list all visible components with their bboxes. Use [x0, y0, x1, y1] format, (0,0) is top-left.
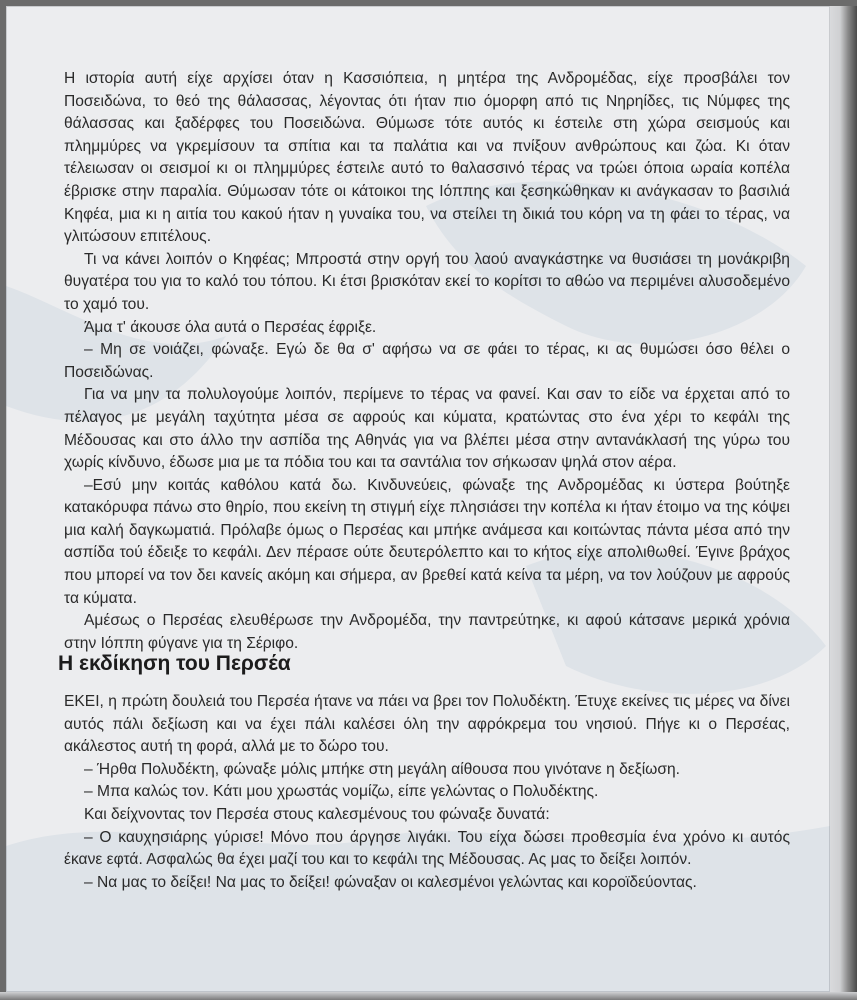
section-paragraph-1: ΕΚΕΙ, η πρώτη δουλειά του Περσέα ήτανε να πάει να βρει τον Πολυδέκτη. Έτυχε εκείνες τις μέρες να δίνει αυτός πάλι δεξίωση και να έχει πάλι καλέσει όλη την αφρόκρεμα του νησιού. Πήγε κι ο Περσέας, ακάλεστος αυτή τη φορά, αλλά με το δώρο του.	[64, 693, 790, 756]
section-paragraph-5: – Ο καυχησιάρης γύρισε! Μόνο που άργησε λιγάκι. Του είχα δώσει προθεσμία ένα χρόνο κι αυτός έκανε εφτά. Ασφαλώς θα έχει μαζί του και το κεφάλι της Μέδουσας. Ας μας το δείξει λοιπόν.	[64, 828, 790, 869]
story-paragraph-4: – Μη σε νοιάζει, φώναξε. Εγώ δε θα σ' αφήσω να σε φάει το τέρας, κι ας θυμώσει όσο θέλει ο Ποσειδώνας.	[64, 341, 790, 381]
section-paragraph-2: – Ήρθα Πολυδέκτη, φώναξε μόλις μπήκε στη μεγάλη αίθουσα που γινότανε η δεξίωση.	[84, 760, 680, 778]
section-paragraph-4: Και δείχνοντας τον Περσέα στους καλεσμένους του φώναξε δυνατά:	[84, 805, 550, 823]
section-paragraph-3: – Μπα καλώς τον. Κάτι μου χρωστάς νομίζω, είπε γελώντας ο Πολυδέκτης.	[84, 783, 599, 801]
section-paragraph-6: – Να μας το δείξει! Να μας το δείξει! φώναξαν οι καλεσμένοι γελώντας και κοροϊδεύοντας.	[84, 873, 697, 891]
story-text	[64, 68, 790, 655]
book-edge-bottom	[0, 992, 857, 1000]
book-edge-right	[830, 6, 857, 1000]
story-paragraph-6: –Εσύ μην κοιτάς καθόλου κατά δω. Κινδυνεύεις, φώναξε της Ανδρομέδας κι ύστερα βούτηξε κατακόρυφα πάνω στο θηρίο, που εκείνη τη στιγμή είχε πλησιάσει την κοπέλα κι ήταν έτοιμο να της κόψει μια καλή δαγκωματιά. Πρόλαβε όμως ο Περσέας και μπήκε ανάμεσα και κοιτώντας πάντα μέσα από την ασπίδα τού έδειξε το κεφάλι. Δεν πέρασε ούτε δευτερόλεπτο και το κήτος είχε απολιθωθεί. Έγινε βράχος που μπορεί να τον δει κανείς ακόμη και σήμερα, αν βρεθεί κατά κείνα τα μέρη, να τον λούζουν με αφρούς τα κύματα.	[64, 476, 790, 607]
section-heading: Η εκδίκηση του Περσέα	[58, 652, 291, 675]
book-page	[6, 6, 830, 992]
story-paragraph-2: Τι να κάνει λοιπόν ο Κηφέας; Μπροστά στην οργή του λαού αναγκάστηκε να θυσιάσει τη μονάκριβη θυγατέρα του για το καλό του τόπου. Κι έτσι βρισκόταν εκεί το κορίτσι το αθώο να περιμένει αλυσοδεμένο το χαμό του.	[64, 250, 790, 313]
story-paragraph-5: Για να μην τα πολυλογούμε λοιπόν, περίμενε το τέρας να φανεί. Και σαν το είδε να έρχεται από το πέλαγος με μεγάλη ταχύτητα μέσα σε αφρούς και κύματα, κρατώντας στο ένα χέρι το κεφάλι της Μέδουσας και στο άλλο την ασπίδα της Αθηνάς για να βλέπει μέσα στην αντανάκλασή της γύρω του χωρίς κίνδυνο, έδωσε μια με τα πόδια του και τα σαντάλια τον σήκωσαν ψηλά στον αέρα.	[64, 386, 790, 472]
story-paragraph-1: Η ιστορία αυτή είχε αρχίσει όταν η Κασσιόπεια, η μητέρα της Ανδρομέδας, είχε προσβάλει τον Ποσειδώνα, το θεό της θάλασσας, λέγοντας ότι ήταν πιο όμορφη από τις Νηρηίδες, τις Νύμφες της θάλασσας και ξαδέρφες του Ποσειδώνα. Θύμωσε τότε αυτός κι έστειλε στη χώρα σεισμούς και πλημμύρες να γκρεμίσουν τα σπίτια και τα παλάτια και να πνίξουν ανθρώπους και ζώα. Κι όταν τέλειωσαν οι σεισμοί κι οι πλημμύρες έστειλε αυτό το θαλασσινό τέρας να τρώει όποια ωραία κοπέλα έβρισκε στην παραλία. Θύμωσαν τότε οι κάτοικοι της Ιόππης και ξεσηκώθηκαν κι ανάγκασαν το βασιλιά Κηφέα, μια κι η αιτία του κακού ήταν η γυναίκα του, να στείλει τη δικιά του κόρη να τη φάει το τέρας, να γλιτώσουν επιτέλους.	[64, 70, 790, 246]
story-paragraph-7: Αμέσως ο Περσέας ελευθέρωσε την Ανδρομέδα, την παντρεύτηκε, κι αφού κάτσανε μερικά χρόνια στην Ιόππη φύγανε για τη Σέριφο.	[64, 612, 790, 652]
story-paragraph-3: Άμα τ' άκουσε όλα αυτά ο Περσέας έφριξε.	[84, 318, 377, 336]
section-text	[64, 691, 790, 894]
